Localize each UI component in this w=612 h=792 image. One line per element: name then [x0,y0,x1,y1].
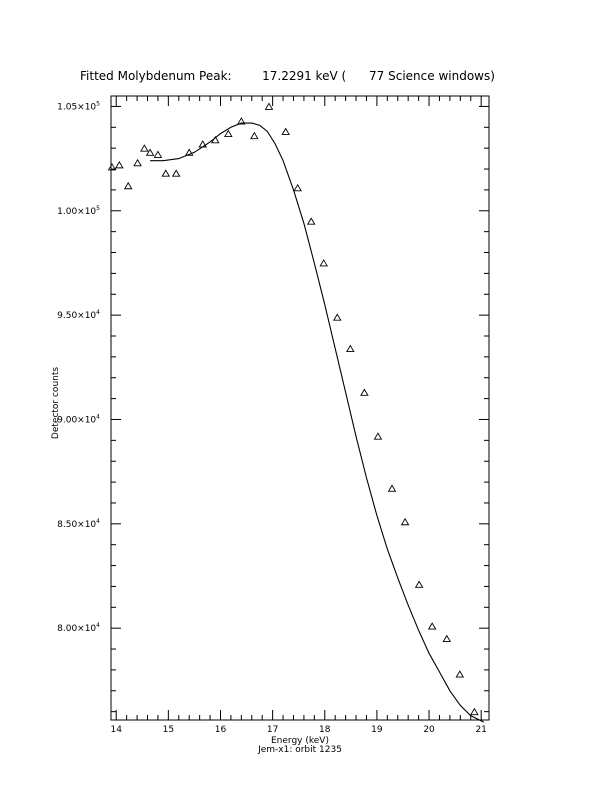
data-points-layer [109,103,478,714]
data-point [125,183,132,189]
data-point [443,636,450,642]
data-point [162,170,169,176]
data-point [347,346,354,352]
y-tick-label: $9.00\times 10^4$ [57,413,100,426]
data-point [361,389,368,395]
data-point [334,314,341,320]
x-tick-label: 20 [423,725,435,735]
x-tick-label: 15 [162,725,175,735]
x-tick-label: 17 [266,725,279,735]
data-point [282,128,289,134]
data-point [265,103,272,109]
data-point [141,145,148,151]
data-point [429,623,436,629]
data-point [225,131,232,137]
y-tick-label: $1.05\times 10^5$ [57,100,100,113]
data-point [294,185,301,191]
fit-curve-layer [150,123,484,722]
x-tick-label: 18 [319,725,331,735]
data-point [320,260,327,266]
data-point [389,485,396,491]
data-point [116,162,123,168]
data-point [471,709,478,715]
data-point [199,141,206,147]
y-tick-label: $8.50\times 10^4$ [57,517,100,530]
data-point [134,160,141,166]
x-tick-label: 14 [110,725,122,735]
x-tick-labels [110,725,486,735]
chart-title: Fitted Molybdenum Peak: 17.2291 keV ( 77 Science windows) [80,69,495,83]
y-tick-label: $8.00\times 10^4$ [57,622,100,635]
data-point [416,581,423,587]
data-point [374,433,381,439]
x-tick-label: 19 [371,725,383,735]
x-tick-label: 21 [475,725,487,735]
data-point [456,671,463,677]
data-point [251,133,258,139]
x-tick-label: 16 [214,725,227,735]
data-point [173,170,180,176]
data-point [402,519,409,525]
x-axis-label: Energy (keV) [271,736,329,746]
y-tick-label: $9.50\times 10^4$ [57,309,100,322]
y-tick-label: $1.00\times 10^5$ [57,204,100,217]
data-point [308,218,315,224]
data-point [154,151,161,157]
y-tick-labels [57,100,100,634]
fit-curve [150,123,484,722]
y-axis-label: Detector counts [51,366,61,440]
chart-subtitle: Jem-x1: orbit 1235 [258,745,342,755]
